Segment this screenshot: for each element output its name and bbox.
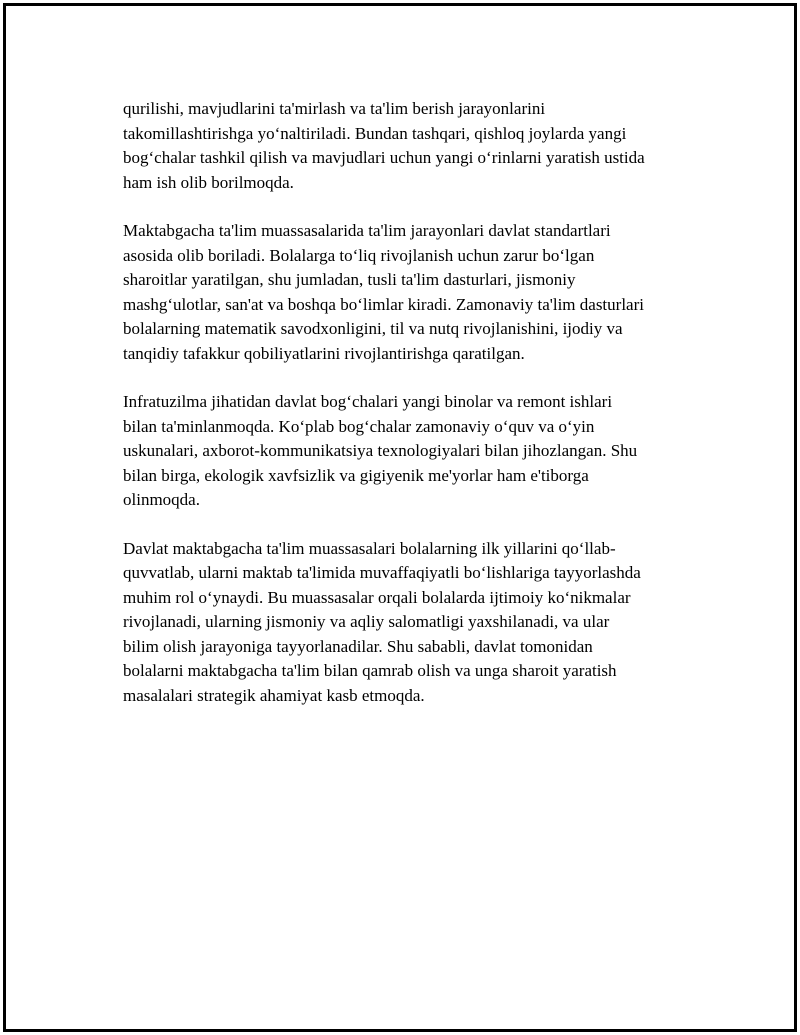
page-frame (3, 3, 797, 1032)
page-body (123, 97, 683, 732)
paragraph-4: Davlat maktabgacha ta'lim muassasalari bolalarning ilk yillarini qo‘llab- quvvatlab, ularni maktab ta'limida muvaffaqiyatli bo‘lishlariga tayyorlashda muhim rol o‘ynaydi. Bu muassasalar orqali bolalarda ijtimoiy ko‘nikmalar rivojlanadi, ularning jismoniy va aqliy salomatligi yaxshilanadi, va ular bilim olish jarayoniga tayyorlanadilar. Shu sababli, davlat tomonidan bolalarni maktabgacha ta'lim bilan qamrab olish va unga sharoit yaratish masalalari strategik ahamiyat kasb etmoqda. (123, 538, 641, 705)
paragraph-2: Maktabgacha ta'lim muassasalarida ta'lim jarayonlari davlat standartlari asosida olib boriladi. Bolalarga to‘liq rivojlanish uchun zarur bo‘lgan sharoitlar yaratilgan, shu jumladan, tusli ta'lim dasturlari, jismoniy mashg‘ulotlar, san'at va boshqa bo‘limlar kiradi. Zamonaviy ta'lim dasturlari bolalarning matematik savodxonligini, til va nutq rivojlanishini, ijodiy va tanqidiy tafakkur qobiliyatlarini rivojlantirishga qaratilgan. (123, 221, 644, 363)
paragraph-1: qurilishi, mavjudlarini ta'mirlash va ta'lim berish jarayonlarini takomillashtirishga yo‘naltiriladi. Bundan tashqari, qishloq joylarda yangi bog‘chalar tashkil qilish va mavjudlari uchun yangi o‘rinlarni yaratish ustida ham ish olib borilmoqda. (123, 99, 645, 192)
paragraph-3: Infratuzilma jihatidan davlat bog‘chalari yangi binolar va remont ishlari bilan ta'minlanmoqda. Ko‘plab bog‘chalar zamonaviy o‘quv va o‘yin uskunalari, axborot-kommunikatsiya texnologiyalari bilan jihozlangan. Shu bilan birga, ekologik xavfsizlik va gigiyenik me'yorlar ham e'tiborga olinmoqda. (123, 392, 638, 509)
